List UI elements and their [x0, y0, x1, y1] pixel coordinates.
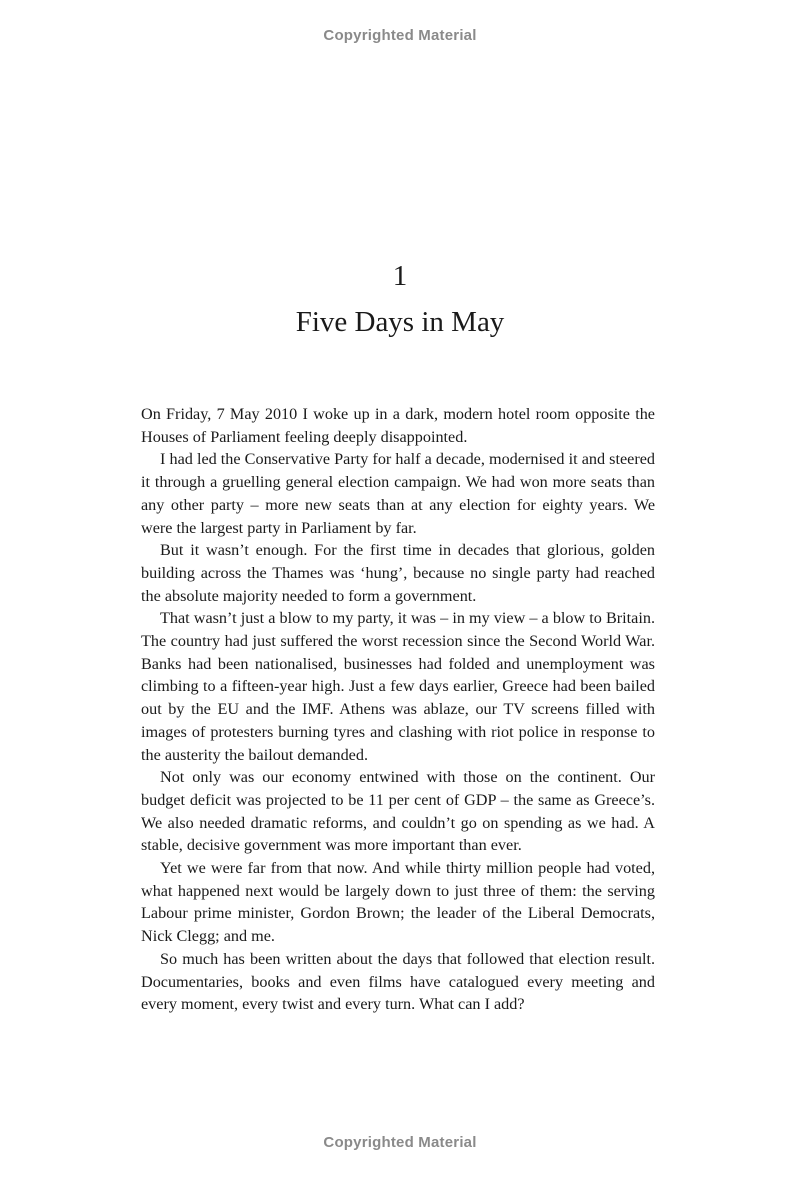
paragraph: On Friday, 7 May 2010 I woke up in a dark, modern hotel room opposite the Houses of Parliament feeling deeply disappointed. [141, 405, 655, 446]
paragraph: I had led the Conservative Party for half a decade, modernised it and steered it through a gruelling general election campaign. We had won more seats than any other party – more new seats than at any election for eighty years. We were the largest party in Parliament by far. [141, 450, 655, 537]
copyright-watermark-bottom: Copyrighted Material [323, 1134, 477, 1151]
paragraph: That wasn’t just a blow to my party, it was – in my view – a blow to Britain. The country had just suffered the worst recession since the Second World War. Banks had been nationalised, businesses had folded and unemployment was climbing to a fifteen-year high. Just a few days earlier, Greece had been bailed out by the EU and the IMF. Athens was ablaze, our TV screens filled with images of protesters burning tyres and clashing with riot police in response to the austerity the bailout demanded. [141, 609, 655, 764]
copyright-watermark-top: Copyrighted Material [323, 27, 477, 44]
paragraph: Not only was our economy entwined with those on the continent. Our budget deficit was projected to be 11 per cent of GDP – the same as Greece’s. We also needed dramatic reforms, and couldn’t go on spending as we had. A stable, decisive government was more important than ever. [141, 768, 655, 855]
chapter-number: 1 [392, 260, 408, 292]
chapter-body [141, 403, 655, 1016]
paragraph: Yet we were far from that now. And while thirty million people had voted, what happened next would be largely down to just three of them: the serving Labour prime minister, Gordon Brown; the leader of the Liberal Democrats, Nick Clegg; and me. [141, 859, 655, 946]
paragraph: But it wasn’t enough. For the first time in decades that glorious, golden building across the Thames was ‘hung’, because no single party had reached the absolute majority needed to form a government. [141, 541, 655, 605]
paragraph: So much has been written about the days that followed that election result. Documentaries, books and even films have catalogued every meeting and every moment, every twist and every turn. What can I add? [141, 949, 655, 1014]
chapter-title: Five Days in May [295, 306, 505, 338]
